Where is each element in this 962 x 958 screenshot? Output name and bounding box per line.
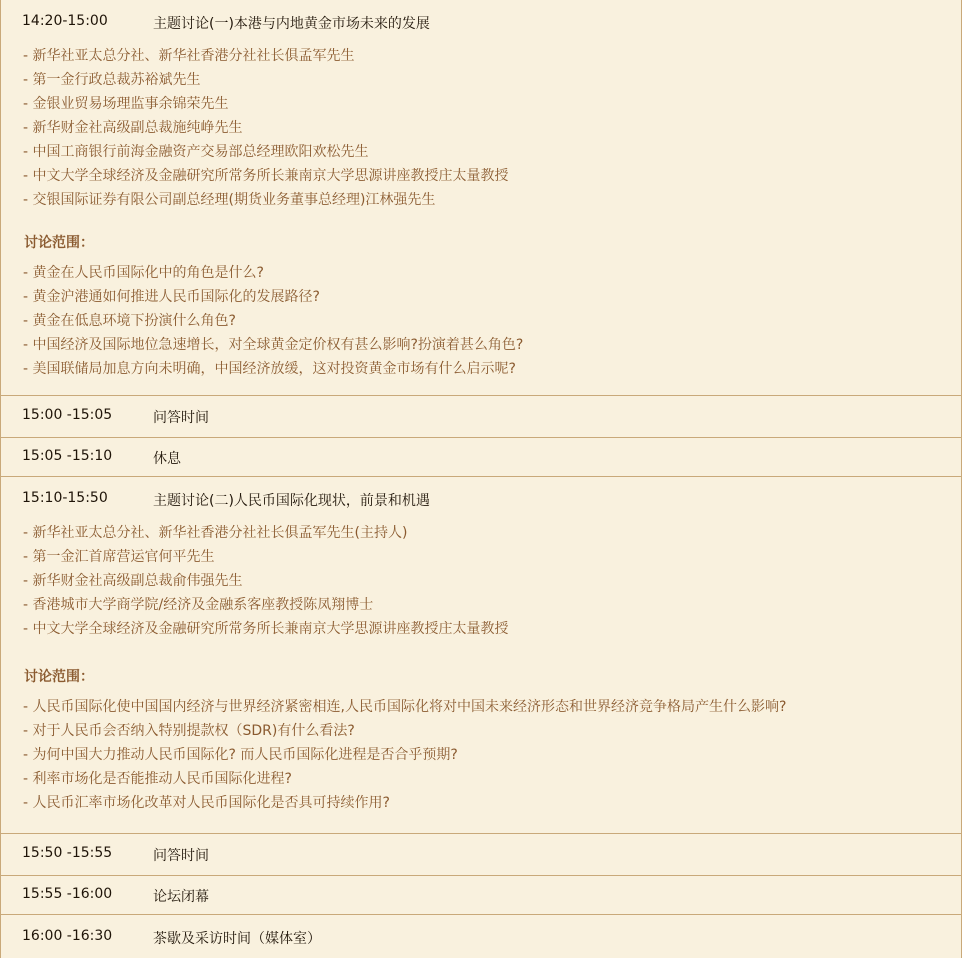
session-title: 休息 (153, 451, 181, 467)
session-title: 主题讨论(一)本港与内地黄金市场未来的发展 (153, 16, 430, 32)
session-time: 15:55 -16:00 (22, 886, 113, 902)
speaker-item: - 第一金行政总裁苏裕斌先生 (23, 72, 201, 88)
question-item: - 对于人民币会否纳入特别提款权（SDR)有什么看法? (23, 723, 355, 739)
session-time: 14:20-15:00 (22, 13, 108, 29)
session-title: 论坛闭幕 (153, 889, 209, 905)
agenda-row-qa-1 (1, 396, 962, 438)
speaker-item: - 新华社亚太总分社、新华社香港分社社长俱孟军先生 (23, 48, 355, 64)
agenda-row-qa-2 (1, 834, 962, 876)
agenda-row-closing (1, 876, 962, 915)
speaker-item: - 中文大学全球经济及金融研究所常务所长兼南京大学思源讲座教授庄太量教授 (23, 168, 509, 184)
question-item: - 利率市场化是否能推动人民币国际化进程? (23, 771, 292, 787)
discussion-scope-heading: 讨论范围： (24, 669, 94, 685)
question-item: - 人民币汇率市场化改革对人民币国际化是否具可持续作用? (23, 795, 390, 811)
question-item: - 黄金在低息环境下扮演什么角色? (23, 313, 236, 329)
question-item: - 美国联储局加息方向未明确，中国经济放缓，这对投资黄金市场有什么启示呢? (23, 361, 516, 377)
session-title: 问答时间 (153, 410, 209, 426)
agenda-row-session-2 (1, 477, 962, 834)
session-title: 问答时间 (153, 848, 209, 864)
question-item: - 黄金沪港通如何推进人民币国际化的发展路径? (23, 289, 320, 305)
agenda-row-tea-break (1, 915, 962, 958)
speaker-item: - 交银国际证券有限公司副总经理(期货业务董事总经理)江林强先生 (23, 192, 436, 208)
speaker-item: - 新华社亚太总分社、新华社香港分社社长俱孟军先生(主持人) (23, 525, 408, 541)
speaker-item: - 香港城市大学商学院/经济及金融系客座教授陈凤翔博士 (23, 597, 374, 613)
speaker-item: - 新华财金社高级副总裁施纯峥先生 (23, 120, 243, 136)
agenda-row-session-1 (1, 0, 962, 396)
speaker-item: - 中文大学全球经济及金融研究所常务所长兼南京大学思源讲座教授庄太量教授 (23, 621, 509, 637)
session-title: 主题讨论(二)人民币国际化现状，前景和机遇 (153, 493, 430, 509)
question-item: - 人民币国际化使中国国内经济与世界经济紧密相连,人民币国际化将对中国未来经济形态和世界经济竞争格局产生什么影响? (23, 699, 787, 715)
speaker-item: - 第一金汇首席营运官何平先生 (23, 549, 215, 565)
agenda-row-break (1, 438, 962, 477)
question-item: - 黄金在人民币国际化中的角色是什么? (23, 265, 264, 281)
speaker-item: - 金银业贸易场理监事余锦荣先生 (23, 96, 229, 112)
discussion-scope-heading: 讨论范围： (24, 235, 94, 251)
speaker-item: - 新华财金社高级副总裁俞伟强先生 (23, 573, 243, 589)
question-item: - 为何中国大力推动人民币国际化? 而人民币国际化进程是否合乎预期? (23, 747, 458, 763)
session-time: 15:05 -15:10 (22, 448, 113, 464)
session-time: 15:50 -15:55 (22, 845, 113, 861)
session-time: 16:00 -16:30 (22, 928, 113, 944)
session-time: 15:10-15:50 (22, 490, 108, 506)
session-title: 茶歇及采访时间（媒体室） (153, 931, 321, 947)
question-item: - 中国经济及国际地位急速增长，对全球黄金定价权有甚么影响?扮演着甚么角色? (23, 337, 524, 353)
speaker-item: - 中国工商银行前海金融资产交易部总经理欧阳欢松先生 (23, 144, 369, 160)
session-time: 15:00 -15:05 (22, 407, 113, 423)
